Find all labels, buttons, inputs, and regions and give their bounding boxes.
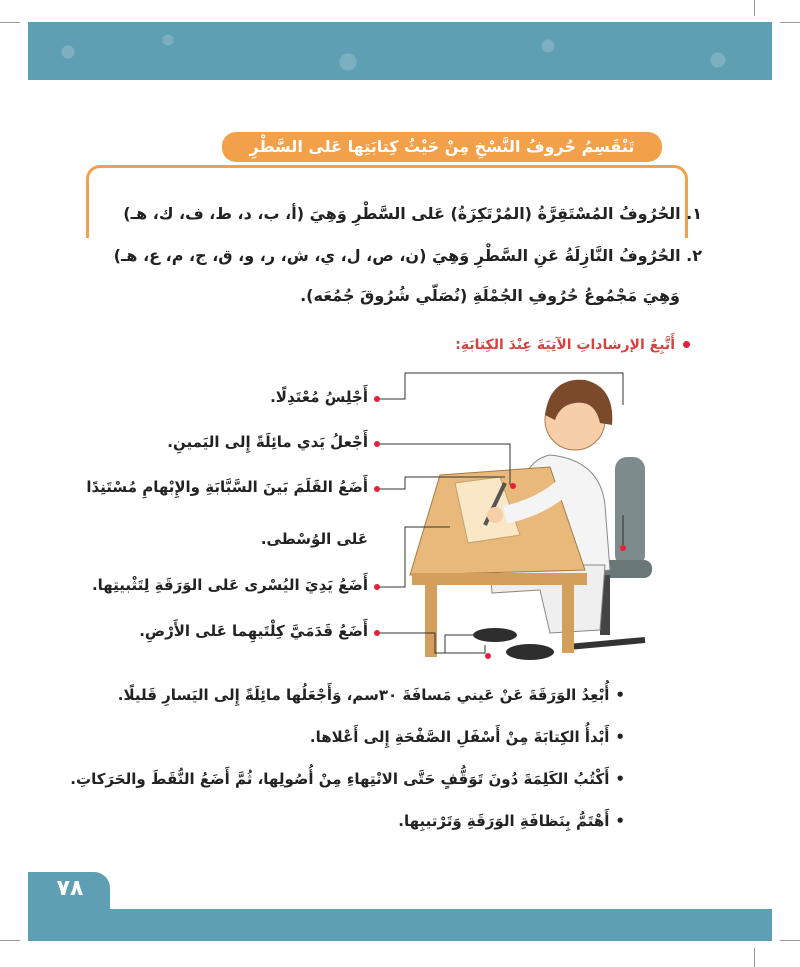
callout-dot [620,545,626,551]
callout-dot [485,653,491,659]
posture-item: أَجْلِسُ مُعْتَدِلًا. [270,388,368,406]
writing-tip-text: أُبْعِدُ الوَرَقَةَ عَنْ عَيني مَسافَةَ ٣٠سم، وَأَجْعَلُها مائِلَةً إِلى اليَسارِ قَليلًا. [117,686,610,704]
crop-mark [780,940,800,941]
bullet-icon: • [615,686,625,704]
callout-line [377,477,505,489]
callout-dot [374,630,380,636]
writing-tip [398,812,625,830]
instructions-heading-text: أَتَّبِعُ الإرشاداتِ الآتِيَةَ عِنْدَ الكِتابَةِ: [455,337,675,353]
writing-tip-text: أَكْتُبُ الكَلِمَةَ دُونَ تَوَقُّفٍ حَتَّى الانْتِهاءِ مِنْ أُصُولِها، ثُمَّ أَضَعُ النُّقَطَ والحَرَكاتِ. [70,770,610,788]
bullet-icon: • [615,812,625,830]
bullet-icon: • [615,770,625,788]
posture-item: أَضَعُ يَدِيَ اليُسْرى عَلى الوَرَقَةِ لِتَثْبيتِها. [91,576,368,594]
bullet-icon [683,341,690,348]
crop-mark [0,22,20,23]
callout-dot [510,483,516,489]
callout-dot [374,584,380,590]
callout-dot [374,396,380,402]
bullet-icon: • [615,728,625,746]
letter-type-line: ١. الحُرُوفُ المُسْتَقِرَّةُ (المُرْتَكِزَةُ) عَلى السَّطْرِ وَهِيَ (أ، ب، د، ط، ف، ك، هـ) [123,204,702,223]
page-number: ٧٨ [56,876,84,901]
crop-mark [0,940,20,941]
section-title-banner: تَنْقَسِمُ حُروفُ النَّسْخِ مِنْ حَيْثُ كِتابَتِها عَلى السَّطْرِ قِسْمَيْنِ هُما: [222,132,662,162]
bottom-decorative-band [28,909,772,941]
callout-line [377,444,510,485]
writing-tip [310,728,625,746]
writing-tip-text: أَهْتَمُّ بِنَظافَةِ الوَرَقَةِ وَتَرْتيبِها. [398,812,610,830]
posture-item: أَضَعُ القَلَمَ بَينَ السَّبَّابَةِ والإِبْهامِ مُسْتَنِدًا [86,478,368,496]
callout-line [377,373,623,405]
crop-mark [754,0,755,16]
posture-item: عَلى الوُسْطى. [260,530,368,548]
posture-item: أَجْعلُ يَدي مائِلَةً إِلى اليَمينِ. [167,433,368,451]
crop-mark [780,22,800,23]
posture-item: أَضَعُ قَدَمَيَّ كِلْتَيهِما عَلى الأَرْضِ. [139,622,368,640]
crop-mark [754,948,755,967]
writing-tip-text: أَبْدأُ الكِتابَةَ مِنْ أَسْفَلِ الصَّفْحَةِ إِلى أَعْلاها. [309,728,610,746]
letter-type-line: وَهِيَ مَجْمُوعُ حُرُوفِ الجُمْلَةِ (نُصَلّي شُرُوقَ جُمُعَه). [300,286,680,305]
instructions-heading [190,334,690,353]
letter-type-line: ٢. الحُرُوفُ النَّازِلَةُ عَنِ السَّطْرِ وَهِيَ (ن، ص، ل، ي، ش، ر، و، ق، ج، م، ع، هـ) [113,246,702,265]
callout-line [377,527,450,587]
writing-tip [70,770,625,788]
orange-frame [86,165,688,238]
callout-dot [374,486,380,492]
callout-lines [365,365,635,665]
top-decorative-band [28,22,772,80]
callout-dot [374,441,380,447]
callout-line [377,633,485,653]
callout-line [435,635,485,653]
writing-tip [118,686,625,704]
